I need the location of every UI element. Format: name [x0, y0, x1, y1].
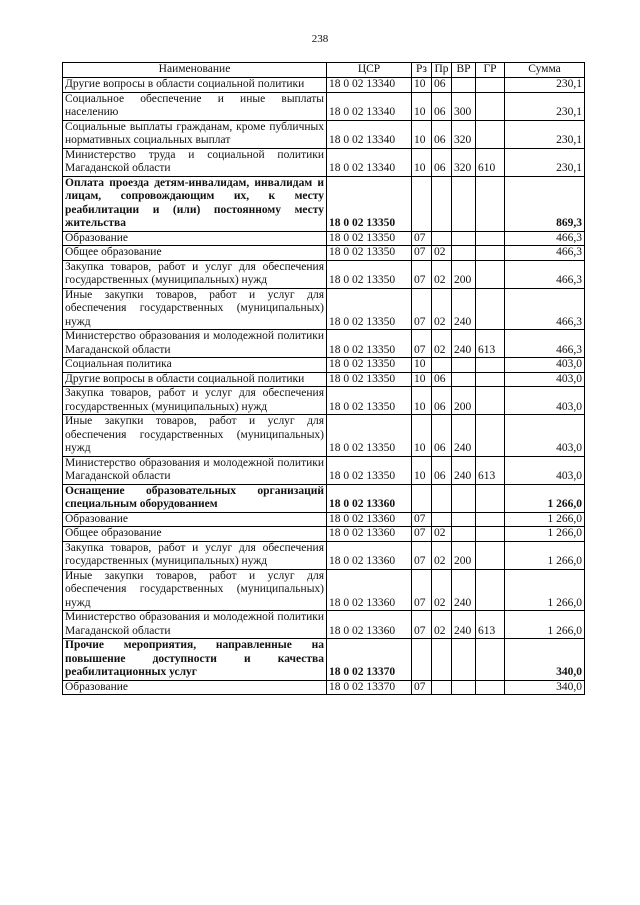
cell-gr	[476, 512, 505, 527]
cell-rz: 10	[412, 415, 432, 457]
table-row	[63, 541, 585, 569]
cell-gr	[476, 231, 505, 246]
cell-sum: 230,1	[505, 148, 585, 176]
column-header-csr: ЦСР	[327, 63, 412, 78]
table-row	[63, 639, 585, 681]
table-row	[63, 484, 585, 512]
cell-csr: 18 0 02 13360	[327, 527, 412, 542]
table-row	[63, 358, 585, 373]
cell-pr	[432, 639, 452, 681]
cell-vr	[452, 246, 476, 261]
table-row	[63, 372, 585, 387]
cell-sum: 1 266,0	[505, 484, 585, 512]
cell-sum: 230,1	[505, 78, 585, 93]
cell-name: Прочие мероприятия, направленные на повышение доступности и качества реабилитационных услуг	[63, 639, 327, 681]
cell-vr	[452, 176, 476, 231]
column-header-sum: Сумма	[505, 63, 585, 78]
cell-vr: 240	[452, 611, 476, 639]
cell-csr: 18 0 02 13350	[327, 231, 412, 246]
cell-vr: 240	[452, 415, 476, 457]
table-row	[63, 512, 585, 527]
table-row	[63, 415, 585, 457]
cell-pr: 02	[432, 611, 452, 639]
cell-sum: 340,0	[505, 680, 585, 695]
cell-gr	[476, 120, 505, 148]
cell-vr: 240	[452, 330, 476, 358]
cell-pr: 02	[432, 569, 452, 611]
cell-rz: 07	[412, 288, 432, 330]
cell-name: Оснащение образовательных организаций специальным оборудованием	[63, 484, 327, 512]
column-header-rz: Рз	[412, 63, 432, 78]
cell-pr: 02	[432, 246, 452, 261]
cell-rz: 07	[412, 680, 432, 695]
cell-name: Министерство образования и молодежной политики Магаданской области	[63, 611, 327, 639]
cell-sum: 466,3	[505, 246, 585, 261]
table-row	[63, 456, 585, 484]
cell-name: Общее образование	[63, 246, 327, 261]
cell-rz: 07	[412, 569, 432, 611]
cell-rz: 07	[412, 231, 432, 246]
cell-sum: 466,3	[505, 260, 585, 288]
table-row	[63, 246, 585, 261]
cell-rz: 07	[412, 260, 432, 288]
cell-vr	[452, 512, 476, 527]
cell-csr: 18 0 02 13350	[327, 372, 412, 387]
cell-pr: 02	[432, 541, 452, 569]
cell-rz: 07	[412, 527, 432, 542]
table-header-row	[63, 63, 585, 78]
cell-csr: 18 0 02 13340	[327, 78, 412, 93]
cell-rz: 07	[412, 512, 432, 527]
table-row	[63, 330, 585, 358]
cell-gr	[476, 387, 505, 415]
table-row	[63, 148, 585, 176]
cell-name: Министерство труда и социальной политики Магаданской области	[63, 148, 327, 176]
table-row	[63, 569, 585, 611]
table-row	[63, 680, 585, 695]
cell-pr	[432, 358, 452, 373]
cell-csr: 18 0 02 13360	[327, 541, 412, 569]
cell-csr: 18 0 02 13360	[327, 611, 412, 639]
cell-vr: 200	[452, 260, 476, 288]
cell-gr	[476, 358, 505, 373]
cell-sum: 466,3	[505, 330, 585, 358]
cell-pr	[432, 512, 452, 527]
cell-rz: 10	[412, 78, 432, 93]
cell-name: Иные закупки товаров, работ и услуг для обеспечения государственных (муниципальных) нужд	[63, 288, 327, 330]
cell-gr	[476, 92, 505, 120]
cell-sum: 230,1	[505, 120, 585, 148]
cell-name: Оплата проезда детям-инвалидам, инвалидам и лицам, сопровождающим их, к месту реабилитации и (или) постоянному месту жительства	[63, 176, 327, 231]
cell-name: Социальные выплаты гражданам, кроме публичных нормативных социальных выплат	[63, 120, 327, 148]
cell-gr	[476, 288, 505, 330]
cell-vr	[452, 639, 476, 681]
cell-csr: 18 0 02 13370	[327, 680, 412, 695]
cell-name: Иные закупки товаров, работ и услуг для обеспечения государственных (муниципальных) нужд	[63, 569, 327, 611]
page-number: 238	[311, 33, 329, 45]
cell-gr	[476, 569, 505, 611]
cell-sum: 1 266,0	[505, 569, 585, 611]
cell-pr	[432, 231, 452, 246]
budget-table	[62, 62, 585, 695]
cell-pr: 02	[432, 330, 452, 358]
cell-rz: 07	[412, 611, 432, 639]
cell-vr	[452, 358, 476, 373]
cell-pr	[432, 680, 452, 695]
cell-vr: 320	[452, 148, 476, 176]
cell-sum: 466,3	[505, 288, 585, 330]
cell-vr	[452, 680, 476, 695]
cell-sum: 403,0	[505, 372, 585, 387]
cell-gr	[476, 680, 505, 695]
cell-sum: 1 266,0	[505, 541, 585, 569]
table-row	[63, 260, 585, 288]
cell-pr: 06	[432, 415, 452, 457]
table-row	[63, 78, 585, 93]
cell-vr	[452, 527, 476, 542]
cell-name: Закупка товаров, работ и услуг для обеспечения государственных (муниципальных) нужд	[63, 541, 327, 569]
cell-rz: 10	[412, 92, 432, 120]
cell-sum: 1 266,0	[505, 611, 585, 639]
table-row	[63, 231, 585, 246]
cell-name: Иные закупки товаров, работ и услуг для обеспечения государственных (муниципальных) нужд	[63, 415, 327, 457]
cell-rz: 10	[412, 372, 432, 387]
cell-pr	[432, 176, 452, 231]
cell-csr: 18 0 02 13350	[327, 387, 412, 415]
cell-sum: 869,3	[505, 176, 585, 231]
column-header-vr: ВР	[452, 63, 476, 78]
cell-vr	[452, 78, 476, 93]
cell-vr: 300	[452, 92, 476, 120]
cell-rz: 10	[412, 120, 432, 148]
cell-rz: 10	[412, 456, 432, 484]
cell-csr: 18 0 02 13340	[327, 120, 412, 148]
table-row	[63, 176, 585, 231]
cell-gr	[476, 176, 505, 231]
cell-sum: 466,3	[505, 231, 585, 246]
cell-gr	[476, 415, 505, 457]
cell-pr	[432, 484, 452, 512]
cell-rz: 10	[412, 358, 432, 373]
cell-rz: 10	[412, 148, 432, 176]
cell-name: Министерство образования и молодежной политики Магаданской области	[63, 456, 327, 484]
cell-csr: 18 0 02 13350	[327, 358, 412, 373]
cell-gr	[476, 541, 505, 569]
cell-csr: 18 0 02 13350	[327, 330, 412, 358]
cell-gr	[476, 639, 505, 681]
column-header-gr: ГР	[476, 63, 505, 78]
cell-gr: 613	[476, 456, 505, 484]
cell-pr: 06	[432, 387, 452, 415]
cell-vr: 200	[452, 541, 476, 569]
cell-vr: 320	[452, 120, 476, 148]
cell-name: Закупка товаров, работ и услуг для обеспечения государственных (муниципальных) нужд	[63, 387, 327, 415]
cell-vr: 240	[452, 569, 476, 611]
cell-rz	[412, 176, 432, 231]
cell-name: Другие вопросы в области социальной политики	[63, 78, 327, 93]
cell-rz: 10	[412, 387, 432, 415]
cell-csr: 18 0 02 13340	[327, 148, 412, 176]
cell-name: Образование	[63, 231, 327, 246]
cell-vr	[452, 372, 476, 387]
cell-gr	[476, 527, 505, 542]
table-row	[63, 92, 585, 120]
cell-rz	[412, 484, 432, 512]
cell-gr	[476, 484, 505, 512]
cell-sum: 340,0	[505, 639, 585, 681]
cell-gr	[476, 260, 505, 288]
cell-gr: 613	[476, 611, 505, 639]
cell-sum: 403,0	[505, 456, 585, 484]
cell-pr: 02	[432, 288, 452, 330]
cell-csr: 18 0 02 13350	[327, 246, 412, 261]
cell-csr: 18 0 02 13350	[327, 456, 412, 484]
cell-gr: 610	[476, 148, 505, 176]
cell-sum: 403,0	[505, 387, 585, 415]
cell-csr: 18 0 02 13350	[327, 415, 412, 457]
cell-csr: 18 0 02 13350	[327, 176, 412, 231]
cell-csr: 18 0 02 13360	[327, 484, 412, 512]
table-row	[63, 611, 585, 639]
cell-csr: 18 0 02 13350	[327, 260, 412, 288]
cell-name: Образование	[63, 680, 327, 695]
table-row	[63, 527, 585, 542]
cell-name: Социальная политика	[63, 358, 327, 373]
table-row	[63, 288, 585, 330]
cell-pr: 06	[432, 78, 452, 93]
cell-sum: 230,1	[505, 92, 585, 120]
cell-rz	[412, 639, 432, 681]
cell-csr: 18 0 02 13350	[327, 288, 412, 330]
cell-vr	[452, 484, 476, 512]
cell-pr: 06	[432, 372, 452, 387]
cell-pr: 06	[432, 456, 452, 484]
cell-name: Закупка товаров, работ и услуг для обеспечения государственных (муниципальных) нужд	[63, 260, 327, 288]
cell-sum: 1 266,0	[505, 527, 585, 542]
table-row	[63, 387, 585, 415]
cell-name: Образование	[63, 512, 327, 527]
column-header-name: Наименование	[63, 63, 327, 78]
cell-rz: 07	[412, 246, 432, 261]
cell-vr: 240	[452, 456, 476, 484]
cell-gr	[476, 246, 505, 261]
cell-vr: 200	[452, 387, 476, 415]
cell-gr: 613	[476, 330, 505, 358]
cell-csr: 18 0 02 13360	[327, 512, 412, 527]
cell-gr	[476, 78, 505, 93]
cell-csr: 18 0 02 13370	[327, 639, 412, 681]
cell-sum: 403,0	[505, 358, 585, 373]
cell-name: Министерство образования и молодежной политики Магаданской области	[63, 330, 327, 358]
cell-sum: 403,0	[505, 415, 585, 457]
cell-name: Общее образование	[63, 527, 327, 542]
cell-sum: 1 266,0	[505, 512, 585, 527]
cell-name: Другие вопросы в области социальной политики	[63, 372, 327, 387]
cell-pr: 06	[432, 92, 452, 120]
cell-rz: 07	[412, 330, 432, 358]
cell-gr	[476, 372, 505, 387]
cell-rz: 07	[412, 541, 432, 569]
cell-pr: 02	[432, 260, 452, 288]
cell-pr: 06	[432, 148, 452, 176]
column-header-pr: Пр	[432, 63, 452, 78]
cell-pr: 02	[432, 527, 452, 542]
cell-pr: 06	[432, 120, 452, 148]
cell-vr: 240	[452, 288, 476, 330]
cell-csr: 18 0 02 13360	[327, 569, 412, 611]
cell-csr: 18 0 02 13340	[327, 92, 412, 120]
table-row	[63, 120, 585, 148]
cell-name: Социальное обеспечение и иные выплаты населению	[63, 92, 327, 120]
cell-vr	[452, 231, 476, 246]
